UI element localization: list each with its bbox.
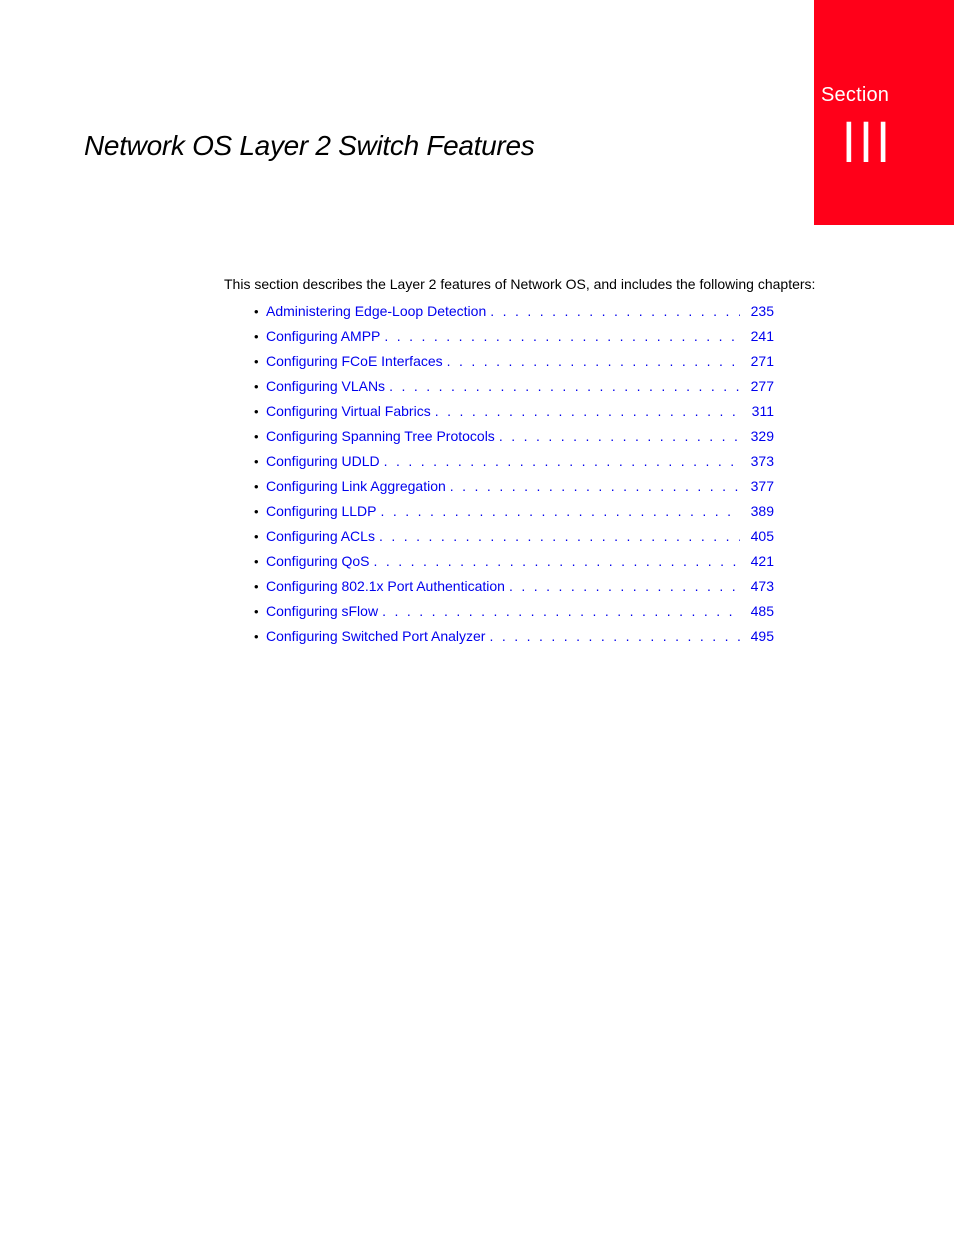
toc-page-number: 405 bbox=[750, 528, 774, 544]
toc-page-number: 311 bbox=[751, 403, 774, 419]
toc-page-number: 271 bbox=[750, 353, 774, 369]
section-label: Section bbox=[821, 84, 890, 106]
toc-title: Configuring UDLD bbox=[266, 453, 380, 469]
toc-link[interactable] bbox=[266, 403, 774, 419]
toc-item bbox=[254, 303, 774, 328]
bullet-icon: • bbox=[254, 479, 259, 494]
page-title: Network OS Layer 2 Switch Features bbox=[84, 130, 535, 161]
chapter-list bbox=[254, 303, 774, 653]
toc-link[interactable] bbox=[266, 328, 774, 344]
toc-title: Configuring Link Aggregation bbox=[266, 478, 446, 494]
toc-title: Configuring VLANs bbox=[266, 378, 386, 394]
toc-link[interactable] bbox=[266, 378, 774, 394]
bullet-icon: • bbox=[254, 529, 259, 544]
toc-page-number: 389 bbox=[750, 503, 774, 519]
dot-leader bbox=[447, 353, 740, 369]
toc-title: Configuring 802.1x Port Authentication bbox=[266, 578, 505, 594]
toc-title: Configuring AMPP bbox=[266, 328, 381, 344]
toc-item bbox=[254, 503, 774, 528]
bullet-icon: • bbox=[254, 404, 259, 419]
toc-link[interactable] bbox=[266, 603, 774, 619]
dot-leader bbox=[435, 403, 740, 419]
dot-leader bbox=[381, 503, 740, 519]
toc-title: Configuring sFlow bbox=[266, 603, 379, 619]
toc-link[interactable] bbox=[266, 353, 774, 369]
toc-title: Configuring QoS bbox=[266, 553, 370, 569]
toc-page-number: 277 bbox=[750, 378, 774, 394]
toc-item bbox=[254, 378, 774, 403]
toc-item bbox=[254, 353, 774, 378]
bullet-icon: • bbox=[254, 554, 259, 569]
toc-item bbox=[254, 478, 774, 503]
toc-page-number: 473 bbox=[750, 578, 774, 594]
toc-page-number: 421 bbox=[750, 553, 774, 569]
intro-text: This section describes the Layer 2 features of Network OS, and includes the following chapters: bbox=[224, 276, 816, 292]
toc-title: Configuring Spanning Tree Protocols bbox=[266, 428, 495, 444]
bullet-icon: • bbox=[254, 354, 259, 369]
section-numeral: III bbox=[842, 110, 894, 175]
toc-link[interactable] bbox=[266, 578, 774, 594]
toc-page-number: 235 bbox=[750, 303, 774, 319]
toc-item bbox=[254, 428, 774, 453]
toc-page-number: 495 bbox=[750, 628, 774, 644]
toc-item bbox=[254, 403, 774, 428]
toc-title: Configuring LLDP bbox=[266, 503, 377, 519]
dot-leader bbox=[374, 553, 740, 569]
dot-leader bbox=[450, 478, 740, 494]
bullet-icon: • bbox=[254, 379, 259, 394]
toc-link[interactable] bbox=[266, 303, 774, 319]
toc-link[interactable] bbox=[266, 478, 774, 494]
toc-page-number: 329 bbox=[750, 428, 774, 444]
bullet-icon: • bbox=[254, 579, 259, 594]
toc-link[interactable] bbox=[266, 628, 774, 644]
toc-page-number: 373 bbox=[750, 453, 774, 469]
dot-leader bbox=[499, 428, 740, 444]
bullet-icon: • bbox=[254, 454, 259, 469]
bullet-icon: • bbox=[254, 429, 259, 444]
toc-item bbox=[254, 453, 774, 478]
toc-title: Configuring Switched Port Analyzer bbox=[266, 628, 486, 644]
toc-title: Administering Edge-Loop Detection bbox=[266, 303, 487, 319]
toc-item bbox=[254, 328, 774, 353]
toc-link[interactable] bbox=[266, 503, 774, 519]
dot-leader bbox=[384, 328, 740, 344]
bullet-icon: • bbox=[254, 329, 259, 344]
toc-link[interactable] bbox=[266, 553, 774, 569]
dot-leader bbox=[379, 528, 740, 544]
dot-leader bbox=[384, 453, 740, 469]
dot-leader bbox=[509, 578, 740, 594]
bullet-icon: • bbox=[254, 629, 259, 644]
toc-item bbox=[254, 628, 774, 653]
toc-link[interactable] bbox=[266, 528, 774, 544]
toc-page-number: 241 bbox=[750, 328, 774, 344]
toc-link[interactable] bbox=[266, 453, 774, 469]
toc-item bbox=[254, 578, 774, 603]
bullet-icon: • bbox=[254, 504, 259, 519]
toc-link[interactable] bbox=[266, 428, 774, 444]
toc-item bbox=[254, 553, 774, 578]
dot-leader bbox=[389, 378, 740, 394]
toc-title: Configuring FCoE Interfaces bbox=[266, 353, 443, 369]
toc-title: Configuring ACLs bbox=[266, 528, 375, 544]
dot-leader bbox=[489, 628, 740, 644]
toc-page-number: 485 bbox=[750, 603, 774, 619]
section-tab bbox=[814, 0, 954, 225]
toc-title: Configuring Virtual Fabrics bbox=[266, 403, 431, 419]
dot-leader bbox=[490, 303, 740, 319]
toc-item bbox=[254, 528, 774, 553]
toc-item bbox=[254, 603, 774, 628]
bullet-icon: • bbox=[254, 304, 259, 319]
dot-leader bbox=[382, 603, 740, 619]
toc-page-number: 377 bbox=[750, 478, 774, 494]
bullet-icon: • bbox=[254, 604, 259, 619]
